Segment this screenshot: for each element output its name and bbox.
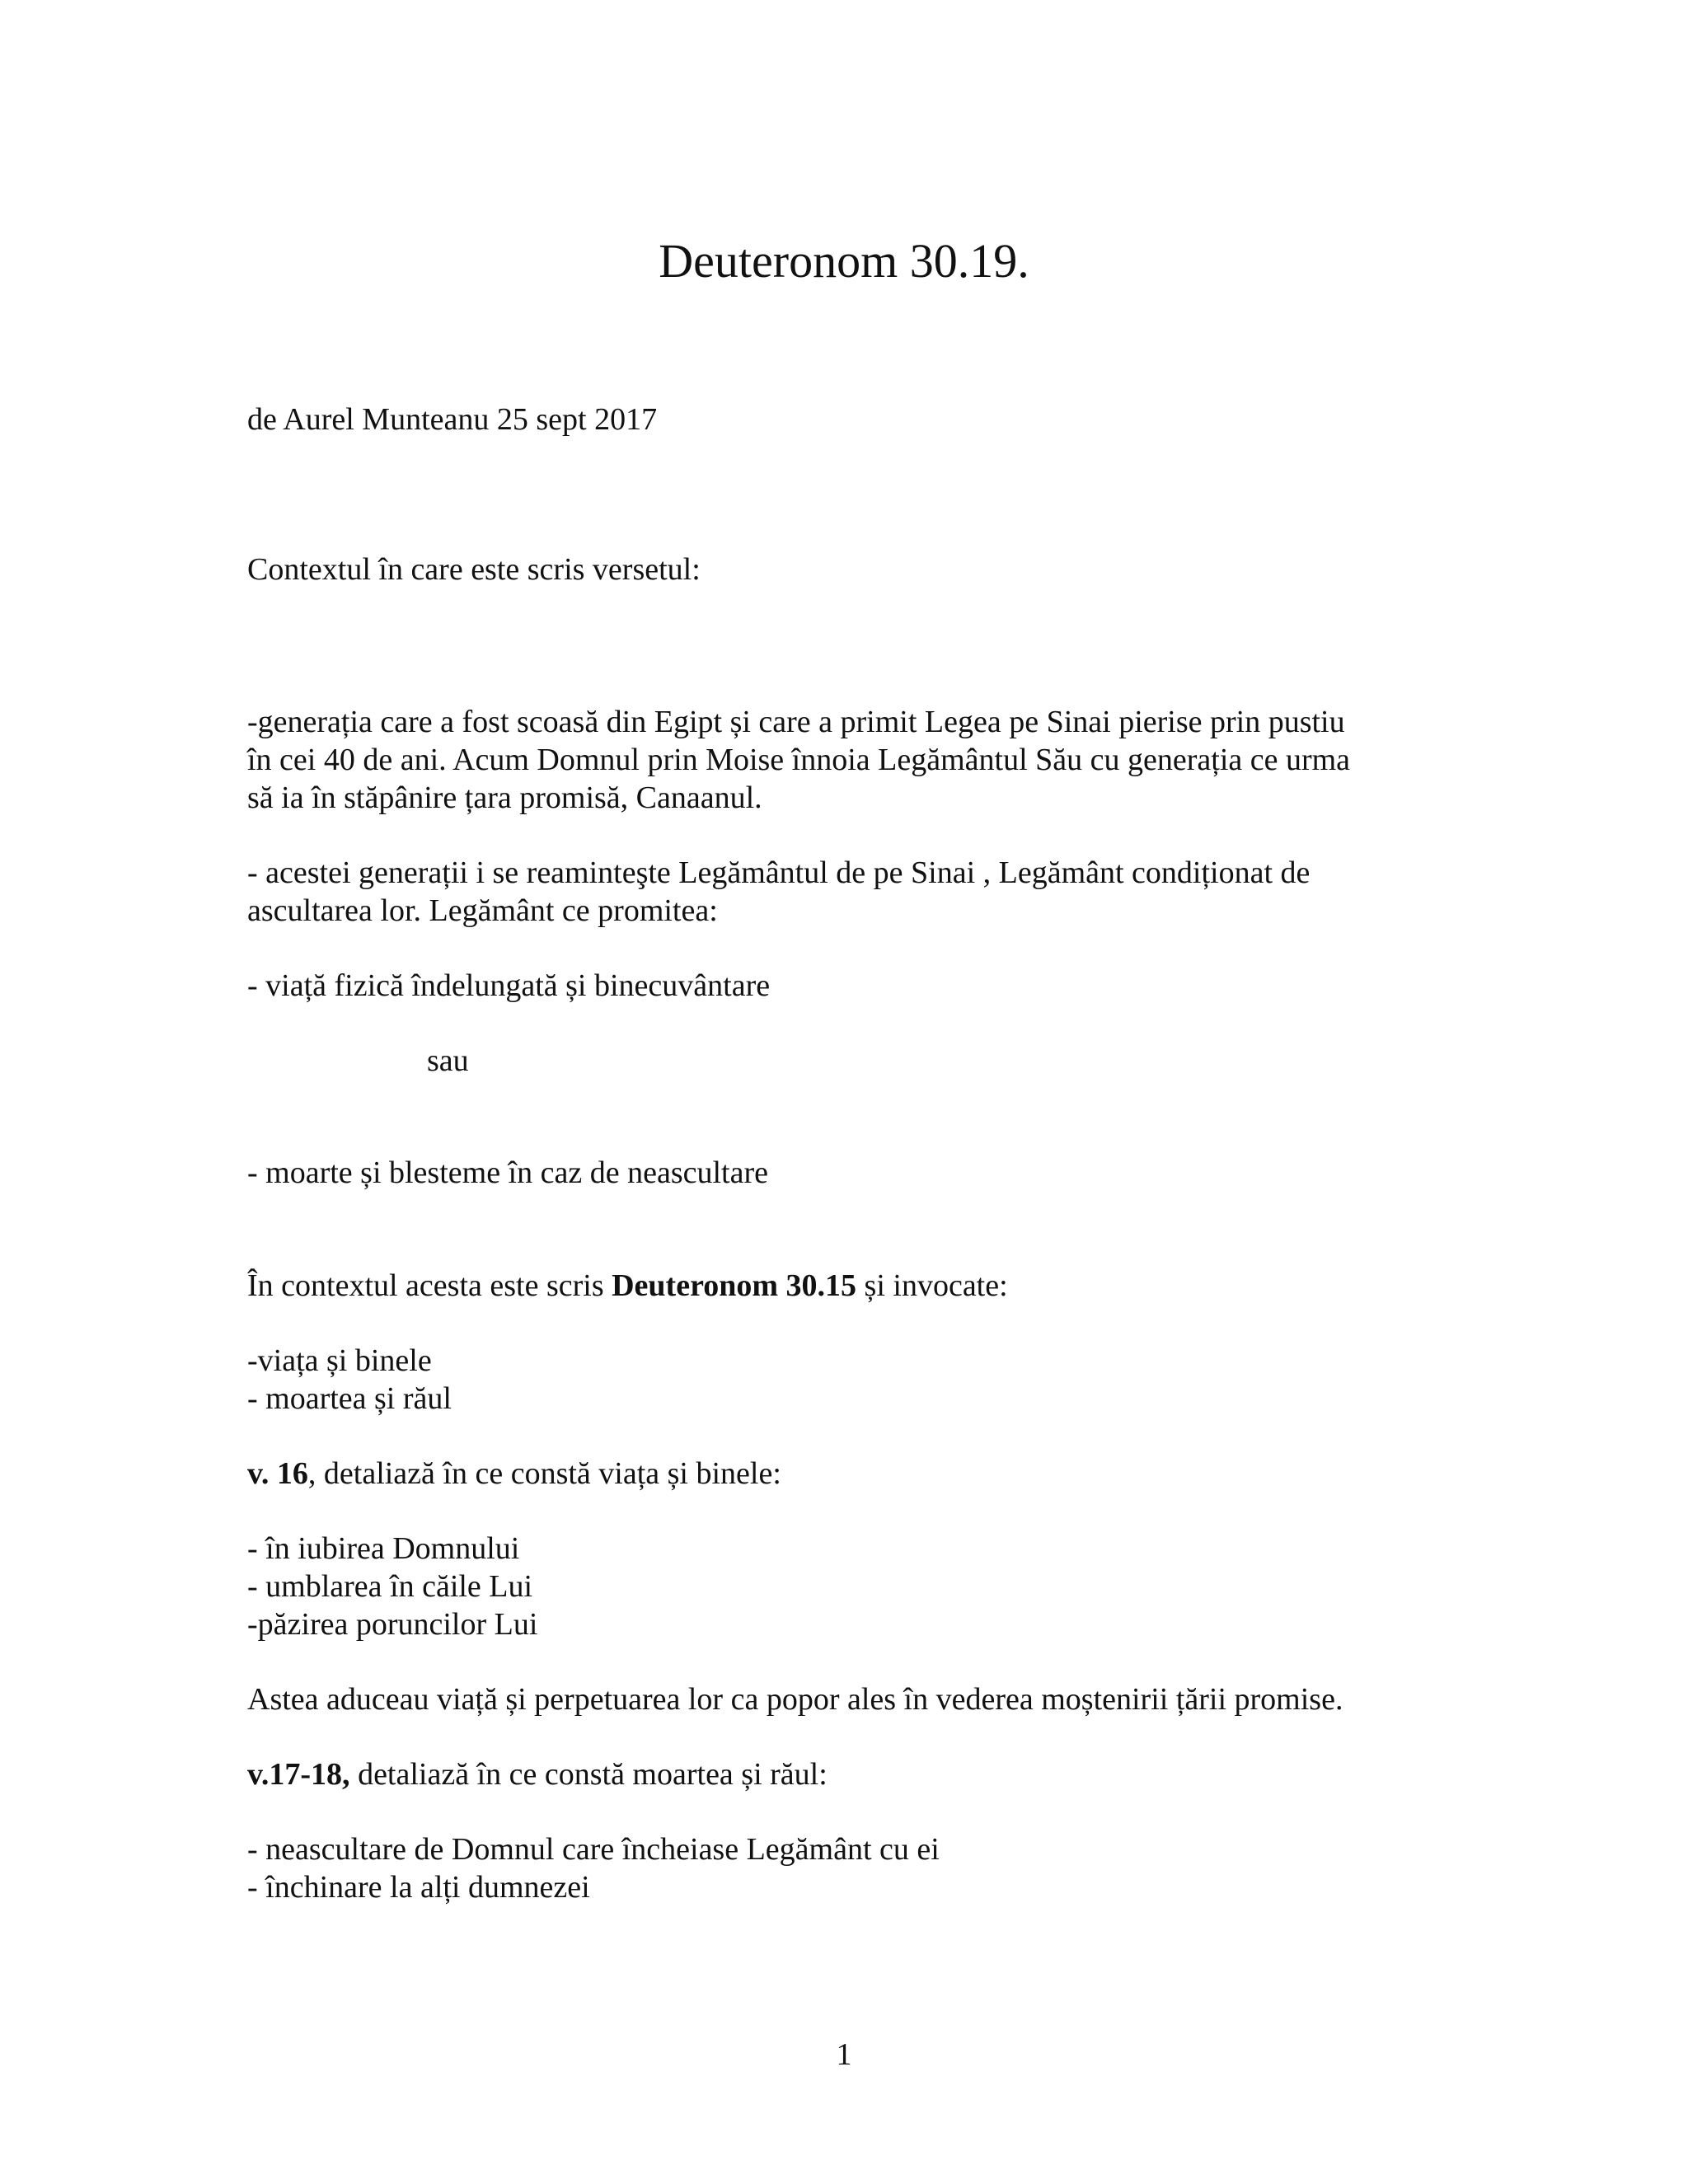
list-item: - închinare la alți dumnezei [247,1870,590,1905]
promise-life: - viață fizică îndelungată și binecuvântare [247,968,771,1003]
list-item: -păzirea poruncilor Lui [247,1607,538,1642]
paragraph-line: să ia în stăpânire țara promisă, Canaanul. [247,780,762,815]
list-item: - în iubirea Domnului [247,1531,520,1566]
paragraph-line: în cei 40 de ani. Acum Domnul prin Moise înnoia Legământul Său cu generația ce urma [247,743,1351,777]
deuteronom-reference: Deuteronom 30.15 [612,1268,857,1303]
paragraph-line: - acestei generații i se reaminteşte Legământul de pe Sinai , Legământ condiționat de [247,855,1311,890]
deuteronom-line [247,1267,1442,1305]
deuteronom-line-before: În contextul acesta este scris [247,1268,612,1303]
list-item: -viața și binele [247,1343,432,1378]
astea-line: Astea aduceau viață și perpetuarea lor ca popor ales în vederea moștenirii țării promise. [247,1682,1343,1717]
list-item: - neascultare de Domnul care încheiase Legământ cu ei [247,1832,940,1867]
deuteronom-line-after: și invocate: [856,1268,1008,1303]
byline: de Aurel Munteanu 25 sept 2017 [247,402,658,437]
paragraph-line: ascultarea lor. Legământ ce promitea: [247,893,718,928]
v16-reference: v. 16 [247,1456,308,1491]
v1718-line-after: detaliază în ce constă moartea și răul: [349,1757,828,1792]
v1718-reference: v.17-18, [247,1757,350,1792]
context-heading: Contextul în care este scris versetul: [247,552,701,587]
v16-line [247,1455,1442,1493]
v16-line-after: , detaliază în ce constă viața și binele: [307,1456,781,1491]
list-item: - moartea și răul [247,1381,452,1416]
promise-or: sau [427,1043,469,1078]
list-item: - umblarea în căile Lui [247,1569,533,1604]
page-title: Deuteronom 30.19. [659,234,1029,288]
page-number: 1 [836,2037,852,2072]
paragraph-line: -generația care a fost scoasă din Egipt și care a primit Legea pe Sinai pierise prin pustiu [247,705,1345,739]
promise-death: - moarte și blesteme în caz de neascultare [247,1155,768,1190]
v1718-line [247,1755,1442,1793]
